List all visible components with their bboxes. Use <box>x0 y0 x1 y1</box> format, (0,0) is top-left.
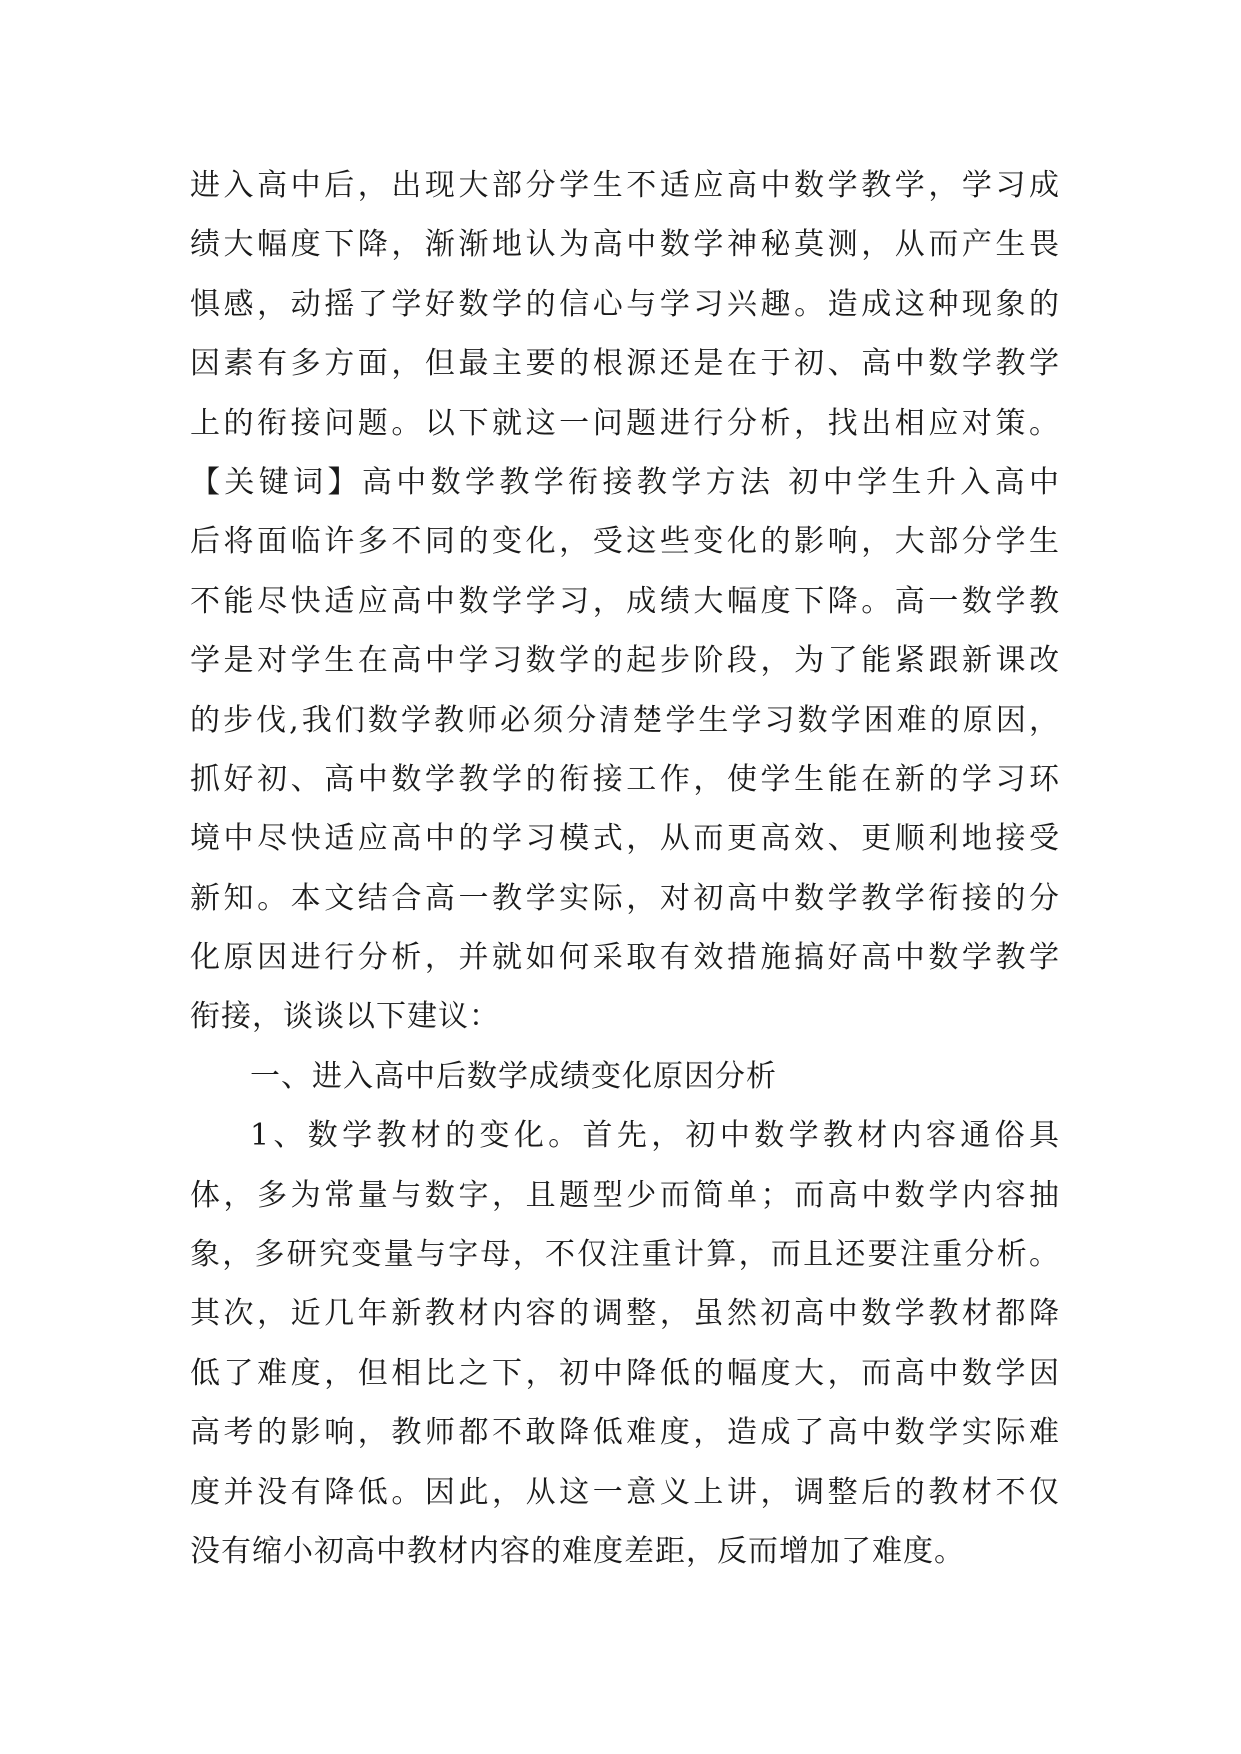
text-line: 象，多研究变量与字母，不仅注重计算，而且还要注重分析。 <box>190 1237 1060 1273</box>
text-line: 新知。本文结合高一教学实际，对初高中数学教学衔接的分 <box>190 880 1060 916</box>
text-line: 化原因进行分析，并就如何采取有效措施搞好高中数学教学 <box>190 940 1060 976</box>
text-line: 学是对学生在高中学习数学的起步阶段，为了能紧跟新课改 <box>190 643 1060 679</box>
body-text <box>190 156 1060 1581</box>
text-line: 低了难度，但相比之下，初中降低的幅度大，而高中数学因 <box>190 1355 1060 1391</box>
text-line: 体，多为常量与数字，且题型少而简单；而高中数学内容抽 <box>190 1177 1060 1213</box>
text-line: 不能尽快适应高中数学学习，成绩大幅度下降。高一数学教 <box>190 583 1060 619</box>
text-line: 惧感，动摇了学好数学的信心与学习兴趣。造成这种现象的 <box>190 286 1060 322</box>
text-line: 境中尽快适应高中的学习模式，从而更高效、更顺利地接受 <box>190 821 1060 857</box>
text-line: 1、数学教材的变化。首先，初中数学教材内容通俗具 <box>250 1118 1060 1154</box>
text-line: 衔接，谈谈以下建议： <box>190 999 500 1035</box>
text-line: 高考的影响，教师都不敢降低难度，造成了高中数学实际难 <box>190 1415 1060 1451</box>
text-line: 抓好初、高中数学教学的衔接工作，使学生能在新的学习环 <box>190 761 1060 797</box>
text-line: 后将面临许多不同的变化，受这些变化的影响，大部分学生 <box>190 524 1060 560</box>
text-line: 因素有多方面，但最主要的根源还是在于初、高中数学教学 <box>190 346 1060 382</box>
text-line: 上的衔接问题。以下就这一问题进行分析，找出相应对策。 <box>190 405 1060 441</box>
text-line: 的步伐,我们数学教师必须分清楚学生学习数学困难的原因， <box>190 702 1060 738</box>
section-heading: 一、进入高中后数学成绩变化原因分析 <box>250 1058 777 1094</box>
text-line: 没有缩小初高中教材内容的难度差距，反而增加了难度。 <box>190 1533 965 1569</box>
keywords-line: 【关键词】高中数学教学衔接教学方法 初中学生升入高中 <box>190 464 1060 500</box>
text-line: 其次，近几年新教材内容的调整，虽然初高中数学教材都降 <box>190 1296 1060 1332</box>
text-line: 进入高中后，出现大部分学生不适应高中数学教学，学习成 <box>190 168 1060 203</box>
text-line: 度并没有降低。因此，从这一意义上讲，调整后的教材不仅 <box>190 1474 1060 1510</box>
text-line: 绩大幅度下降，渐渐地认为高中数学神秘莫测，从而产生畏 <box>190 227 1060 263</box>
